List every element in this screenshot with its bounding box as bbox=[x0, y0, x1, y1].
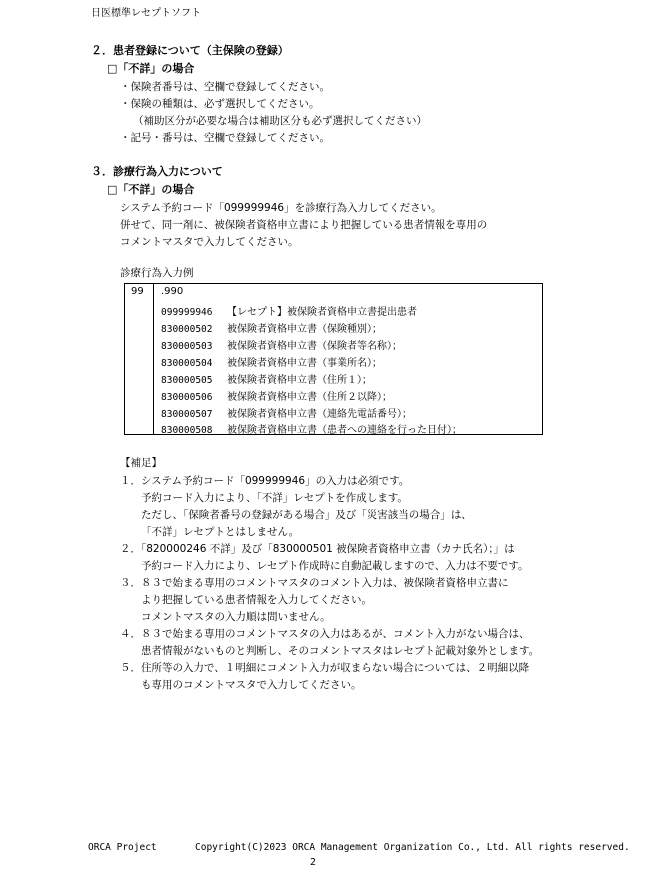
example-row-code: 830000506 bbox=[161, 392, 213, 403]
section-3-body: 併せて、同一剤に、被保険者資格申立書により把握している患者情報を専用の bbox=[120, 219, 488, 231]
example-row bbox=[161, 405, 412, 420]
note-line: ３．８３で始まる専用のコメントマスタのコメント入力は、被保険者資格申立書に bbox=[120, 577, 509, 589]
section-2-bullet: ・保険者番号は、空欄で登録してください。 bbox=[120, 81, 330, 93]
example-row-code: 830000502 bbox=[161, 324, 213, 335]
example-row-code: 830000504 bbox=[161, 358, 213, 369]
note-line: ２．「820000246 不詳」及び「830000501 被保険者資格申立書（カナ氏名）；」は bbox=[120, 543, 515, 555]
note-line: ４．８３で始まる専用のコメントマスタの入力はあるが、コメント入力がない場合は、 bbox=[120, 628, 530, 640]
example-row-code: 830000508 bbox=[161, 425, 213, 436]
note-line: 予約コード入力により、「不詳」レセプトを作成します。 bbox=[141, 492, 408, 504]
example-divider bbox=[153, 284, 154, 434]
example-row bbox=[161, 388, 392, 403]
example-row-text: 被保険者資格申立書（住所２以降）； bbox=[227, 392, 392, 403]
example-row-code: 830000507 bbox=[161, 409, 213, 420]
footer-copyright: Copyright(C)2023 ORCA Management Organization Co., Ltd. All rights reserved. bbox=[195, 842, 630, 853]
note-line: 予約コード入力により、レセプト作成時に自動記載しますので、入力は不要です。 bbox=[141, 560, 529, 572]
section-2-subheading: □「不詳」の場合 bbox=[107, 62, 195, 75]
note-line: より把握している患者情報を入力してください。 bbox=[141, 594, 372, 606]
example-row-text: 被保険者資格申立書（事業所名）； bbox=[227, 358, 382, 369]
notes-label: 【補足】 bbox=[120, 457, 162, 469]
section-3-body: コメントマスタで入力してください。 bbox=[120, 236, 299, 248]
note-line: １．システム予約コード「099999946」の入力は必須です。 bbox=[120, 475, 410, 487]
section-3-subheading: □「不詳」の場合 bbox=[107, 183, 195, 196]
example-row bbox=[161, 371, 372, 386]
example-box bbox=[124, 283, 543, 435]
note-line: ５．住所等の入力で、１明細にコメント入力が収まらない場合については、２明細以降 bbox=[120, 662, 530, 674]
example-row-text: 被保険者資格申立書（患者への連絡を行った日付）； bbox=[227, 425, 462, 436]
section-2-heading: ２．患者登録について（主保険の登録） bbox=[91, 44, 289, 57]
example-row bbox=[161, 303, 417, 318]
example-code: 99 bbox=[131, 286, 144, 297]
example-row-text: 被保険者資格申立書（住所１）； bbox=[227, 375, 372, 386]
section-2-bullet: ・保険の種類は、必ず選択してください。 bbox=[120, 98, 320, 110]
example-row-code: 099999946 bbox=[161, 307, 213, 318]
example-row-code: 830000505 bbox=[161, 375, 213, 386]
example-row-text: 被保険者資格申立書（保険種別）； bbox=[227, 324, 382, 335]
note-line: 「不詳」レセプトとはしません。 bbox=[141, 526, 300, 538]
note-line: ただし、「保険者番号の登録がある場合」及び「災害該当の場合」は、 bbox=[141, 509, 472, 521]
example-label: 診療行為入力例 bbox=[120, 267, 194, 279]
note-line: 患者情報がないものと判断し、そのコメントマスタはレセプト記載対象外とします。 bbox=[141, 645, 540, 657]
section-3-heading: ３．診療行為入力について bbox=[91, 165, 223, 178]
example-row-code: 830000503 bbox=[161, 341, 213, 352]
note-line: も専用のコメントマスタで入力してください。 bbox=[141, 679, 362, 691]
page-number: 2 bbox=[310, 857, 317, 868]
example-row bbox=[161, 354, 382, 369]
example-row bbox=[161, 337, 402, 352]
example-row-text: 被保険者資格申立書（保険者等名称）； bbox=[227, 341, 402, 352]
section-2-bullet: ・記号・番号は、空欄で登録してください。 bbox=[120, 132, 330, 144]
page-header: 日医標準レセプトソフト bbox=[91, 8, 201, 19]
footer-project: ORCA Project bbox=[88, 842, 157, 853]
section-2-bullet: （補助区分が必要な場合は補助区分も必ず選択してください） bbox=[133, 115, 427, 127]
example-row-text: 被保険者資格申立書（連絡先電話番号）； bbox=[227, 409, 412, 420]
example-row bbox=[161, 421, 462, 436]
section-3-body: システム予約コード「099999946」を診療行為入力してください。 bbox=[120, 202, 442, 214]
note-line: コメントマスタの入力順は問いません。 bbox=[141, 611, 331, 623]
example-row-text: 【レセプト】被保険者資格申立書提出患者 bbox=[227, 307, 417, 318]
example-row bbox=[161, 320, 382, 335]
example-first-line: .990 bbox=[161, 286, 184, 297]
